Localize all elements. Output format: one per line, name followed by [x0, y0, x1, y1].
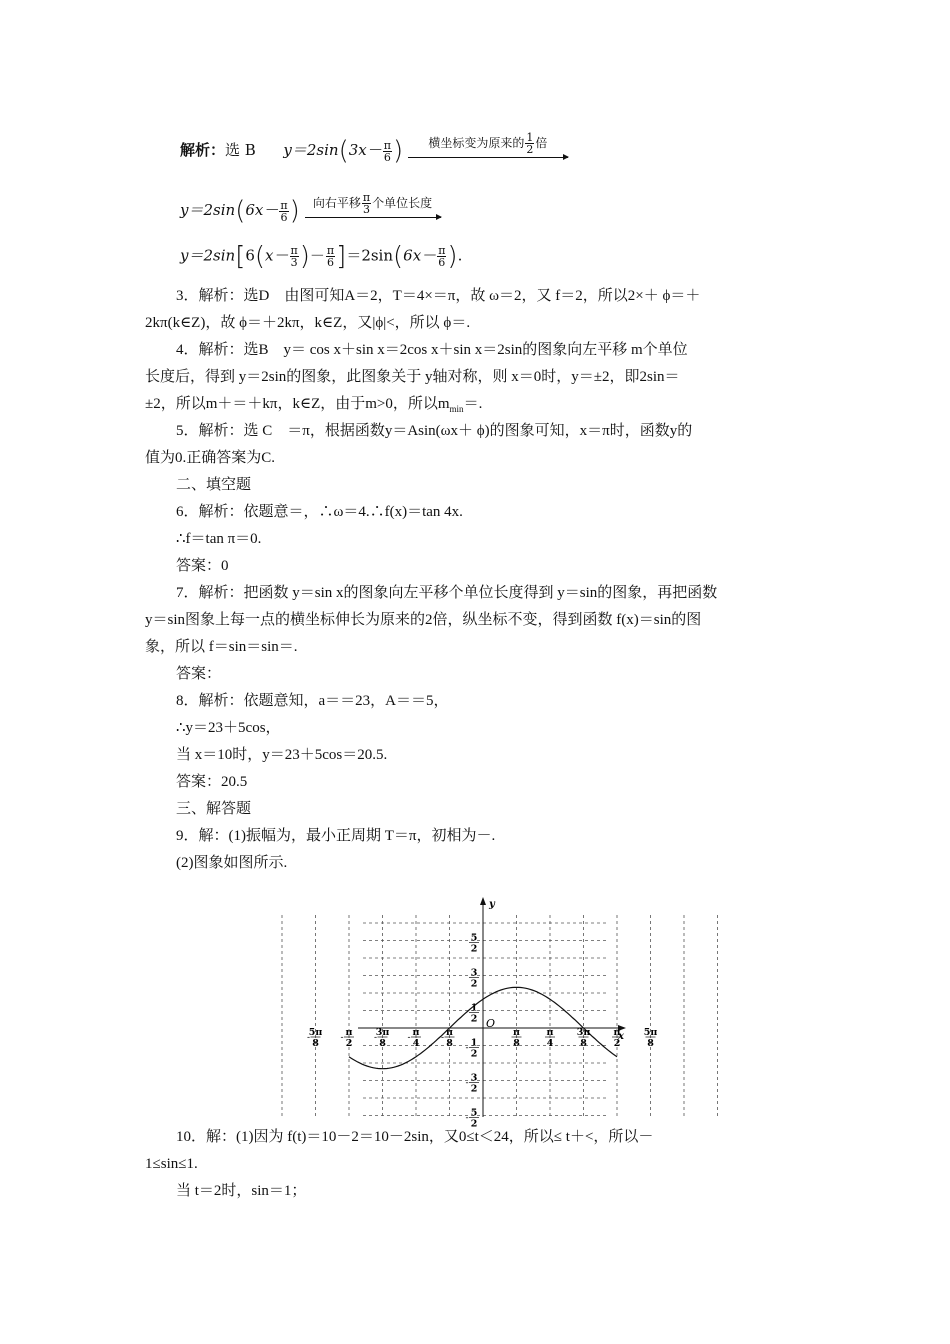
text-line-7c: 象，所以 f＝sin＝sin＝. — [145, 639, 298, 655]
svg-text:2: 2 — [470, 978, 478, 990]
svg-text:-: - — [465, 1078, 469, 1089]
text-line-4c: ±2，所以m＋＝＋kπ，k∈Z，由于m>0，所以$m_{min}=$. — [145, 396, 483, 414]
text-line-10a: 10．解：(1)因为 f(t)＝10－2＝10－2sin，又0≤t＜24，所以≤ t＋<，所以－ — [176, 1129, 654, 1145]
graph-tick-labels — [307, 933, 657, 1130]
svg-text:π: π — [345, 1027, 353, 1038]
sol2-expr1-prefix: y＝2sin — [283, 141, 339, 159]
svg-text:2: 2 — [613, 1038, 621, 1049]
svg-text:8: 8 — [580, 1038, 587, 1049]
text-line-9b: (2)图象如图所示. — [176, 855, 288, 871]
svg-text:1: 1 — [470, 1002, 478, 1014]
text-line-8a: 8．解析：依题意知，a＝＝23，A＝＝5， — [176, 693, 449, 709]
sol2-label: 解析： — [180, 141, 226, 159]
svg-text:3: 3 — [470, 967, 478, 979]
svg-text:2: 2 — [470, 1083, 478, 1095]
svg-text:3π: 3π — [576, 1027, 591, 1038]
svg-text:3π: 3π — [375, 1027, 390, 1038]
svg-text:5: 5 — [470, 932, 478, 944]
svg-text:5π: 5π — [643, 1027, 658, 1038]
x-tick-label — [340, 1027, 354, 1049]
svg-text:8: 8 — [379, 1038, 386, 1049]
y-tick-label — [469, 1003, 479, 1025]
text-line-4a: 4．解析：选B y＝ cos x＋sin x＝2cos x＋sin x＝2sin的图象向左平移 m个单位 — [176, 342, 688, 358]
text-line-10b: 1≤sin≤1. — [145, 1156, 198, 1172]
svg-text:-: - — [306, 1033, 311, 1043]
answer-6: 答案：0 — [176, 558, 229, 574]
transform-arrow-2: 向右平移 $\frac{\pi}{3}$ 个单位长度 — [305, 192, 441, 218]
sol2-choice: 选 B — [225, 141, 256, 159]
text-line-4b: 长度后，得到 y＝2sin的图象，此图象关于 y轴对称，则 x＝0时，y＝±2，即2sin＝ — [145, 369, 680, 385]
x-tick-label — [307, 1027, 322, 1049]
text-line-3b: 2kπ(k∈Z)，故 ϕ＝＋2kπ，k∈Z，又|ϕ|<，所以 ϕ＝. — [145, 315, 471, 331]
frac-pi-6: $\frac{\pi}{6}$ — [280, 198, 288, 224]
svg-text:2: 2 — [470, 1048, 478, 1060]
text-line-5b: 值为0.正确答案为C. — [145, 450, 276, 466]
x-axis-label: x — [618, 1031, 624, 1042]
y-tick-label — [469, 933, 479, 955]
answer-8: 答案：20.5 — [176, 774, 248, 790]
svg-text:2: 2 — [470, 943, 478, 955]
x-tick-label — [644, 1027, 658, 1049]
svg-text:4: 4 — [412, 1038, 420, 1049]
x-tick-label — [545, 1027, 555, 1049]
text-line-10c: 当 t＝2时，sin＝1； — [176, 1183, 307, 1199]
svg-text:π: π — [412, 1027, 420, 1038]
svg-text:-: - — [465, 1113, 469, 1124]
graph-grid — [282, 915, 718, 1117]
svg-text:3: 3 — [470, 1072, 478, 1084]
text-line-7a: 7．解析：把函数 y＝sin x的图象向左平移个单位长度得到 y＝sin的图象，再把函数 — [176, 585, 718, 601]
text-line-5a: 5．解析：选 C ＝π，根据函数y＝Asin(ωx＋ ϕ)的图象可知，x＝π时，函数y的 — [176, 423, 693, 439]
sol2-expr1-inner: 3x－ — [348, 141, 382, 159]
svg-text:-: - — [407, 1033, 411, 1043]
section-heading-solve: 三、解答题 — [176, 801, 252, 817]
svg-text:-: - — [465, 1043, 469, 1054]
origin-label: O — [486, 1017, 496, 1030]
y-tick-label — [465, 1073, 479, 1095]
svg-text:2: 2 — [345, 1038, 353, 1049]
svg-text:2: 2 — [470, 1118, 478, 1130]
frac-pi-6: $\frac{\pi}{6}$ — [383, 138, 391, 164]
y-axis-arrow-icon — [480, 897, 486, 905]
answer-7: 答案： — [176, 666, 222, 682]
svg-text:8: 8 — [513, 1038, 520, 1049]
sol2-expr2-inner: 6x－ — [245, 201, 279, 219]
svg-text:8: 8 — [312, 1038, 319, 1049]
text-line-7b: y＝sin图象上每一点的横坐标伸长为原来的2倍，纵坐标不变，得到函数 f(x)＝sin的图 — [145, 612, 702, 628]
svg-text:4: 4 — [546, 1038, 554, 1049]
y-tick-label — [469, 968, 479, 990]
svg-text:π: π — [613, 1027, 621, 1038]
x-tick-label — [407, 1027, 421, 1049]
sol2-line3: y＝2sin[6(x－ $\frac{\pi}{3}$ )－ $\frac{\pi}{6}$ ]＝2sin(6x－ $\frac{\pi}{6}$ ). — [180, 241, 463, 272]
svg-text:-: - — [340, 1033, 344, 1043]
y-tick-label — [465, 1038, 479, 1060]
svg-text:-: - — [440, 1033, 445, 1043]
text-line-6b: ∴f＝tan π＝0. — [176, 531, 262, 547]
sol2-line2: y＝2sin(6x－ $\frac{\pi}{6}$ ) 向右平移 $\frac{\pi}{3}$ 个单位长度 — [180, 198, 441, 224]
function-graph — [306, 895, 658, 1130]
text-line-9a: 9．解：(1)振幅为，最小正周期 T＝π，初相为－. — [176, 828, 496, 844]
svg-text:π: π — [546, 1027, 554, 1038]
sol2-expr2-prefix: y＝2sin — [180, 201, 236, 219]
svg-text:π: π — [446, 1027, 453, 1038]
text-line-3a: 3．解析：选D 由图可知A＝2，T＝4×＝π，故 ω＝2，又 f＝2，所以2×＋ ϕ＝＋ — [176, 288, 701, 304]
text-line-8b: ∴y＝23＋5cos， — [176, 720, 281, 736]
svg-text:π: π — [513, 1027, 520, 1038]
svg-text:5: 5 — [470, 1107, 478, 1119]
y-axis-label: y — [489, 899, 495, 910]
svg-text:1: 1 — [470, 1037, 478, 1049]
text-line-6a: 6．解析：依题意＝，∴ω＝4.∴f(x)＝tan 4x. — [176, 504, 463, 520]
x-tick-label — [577, 1027, 591, 1049]
svg-text:2: 2 — [470, 1013, 478, 1025]
section-heading-fill: 二、填空题 — [176, 477, 252, 493]
svg-text:-: - — [373, 1033, 378, 1043]
text-line-8c: 当 x＝10时，y＝23＋5cos＝20.5. — [176, 747, 388, 763]
svg-text:8: 8 — [446, 1038, 453, 1049]
transform-arrow-1: 横坐标变为原来的 $\frac{1}{2}$ 倍 — [408, 132, 568, 158]
sol2-line1: 解析：选 B y＝2sin(3x－ $\frac{\pi}{6}$ ) 横坐标变为原来的 $\frac{1}{2}$ 倍 — [180, 138, 568, 164]
svg-text:5π: 5π — [308, 1027, 323, 1038]
svg-text:8: 8 — [647, 1038, 654, 1049]
